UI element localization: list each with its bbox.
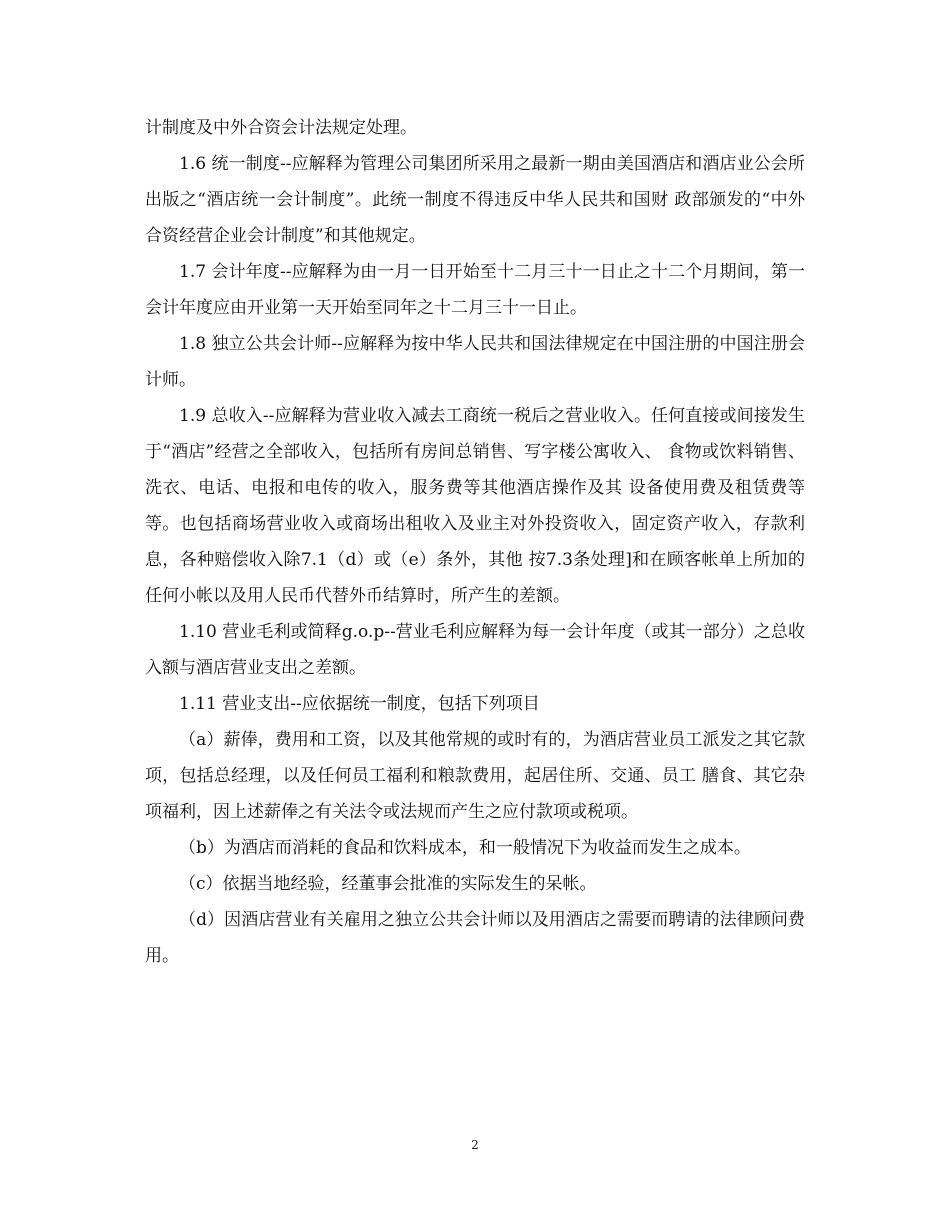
paragraph-1-11-operating-expenses: 1.11 营业支出--应依据统一制度，包括下列项目: [179, 694, 540, 714]
paragraph-1-9-total-revenue: 1.9 总收入--应解释为营业收入减去工商统一税后之营业收入。任何直接或间接发生于“酒店”经营之全部收入，包括所有房间总销售、写字楼公寓收入、 食物或饮料销售、洗衣、电话、电报和电传的收入，服务费等其他酒店操作及其 设备使用费及租赁费等等。也包括商场营业收入或商场出租收入及业主对外投资收入，固定资产收入，存款利息，各种赔偿收入除7.1（d）或（e）条外，其他 按7.3条处理]和在顾客帐单上所加的任何小帐以及用人民币代替外币结算时，所产生的差额。: [145, 406, 805, 606]
paragraph-item-a-salaries: （a）薪俸，费用和工资，以及其他常规的或时有的，为酒店营业员工派发之其它款项，包括总经理，以及任何员工福利和粮款费用，起居住所、交通、员工 膳食、其它杂项福利，因上述薪俸之有关法令或法规而产生之应付款项或税项。: [145, 730, 805, 822]
paragraph-item-b-food-beverage-cost: （b）为酒店而消耗的食品和饮料成本，和一般情况下为收益而发生之成本。: [179, 838, 751, 858]
paragraph-1-10-gross-operating-profit: 1.10 营业毛利或简释g.o.p--营业毛利应解释为每一会计年度（或其一部分）之总收入额与酒店营业支出之差额。: [145, 622, 805, 678]
paragraph-1-8-independent-accountant: 1.8 独立公共会计师--应解释为按中华人民共和国法律规定在中国注册的中国注册会计师。: [145, 334, 805, 390]
paragraph-item-d-professional-fees: （d）因酒店营业有关雇用之独立公共会计师以及用酒店之需要而聘请的法律顾问费用。: [145, 910, 805, 966]
paragraph-continuation: 计制度及中外合资会计法规定处理。: [145, 118, 417, 138]
document-body: [145, 110, 805, 974]
paragraph-1-7-fiscal-year: 1.7 会计年度--应解释为由一月一日开始至十二月三十一日止之十二个月期间，第一会计年度应由开业第一天开始至同年之十二月三十一日止。: [145, 262, 805, 318]
page-number: 2: [471, 1138, 479, 1152]
paragraph-item-c-bad-debts: （c）依据当地经验，经董事会批准的实际发生的呆帐。: [179, 874, 597, 894]
paragraph-1-6-unified-system: 1.6 统一制度--应解释为管理公司集团所采用之最新一期由美国酒店和酒店业公会所出版之“酒店统一会计制度”。此统一制度不得违反中华人民共和国财 政部颁发的“中外合资经营企业会计制度”和其他规定。: [145, 154, 805, 246]
